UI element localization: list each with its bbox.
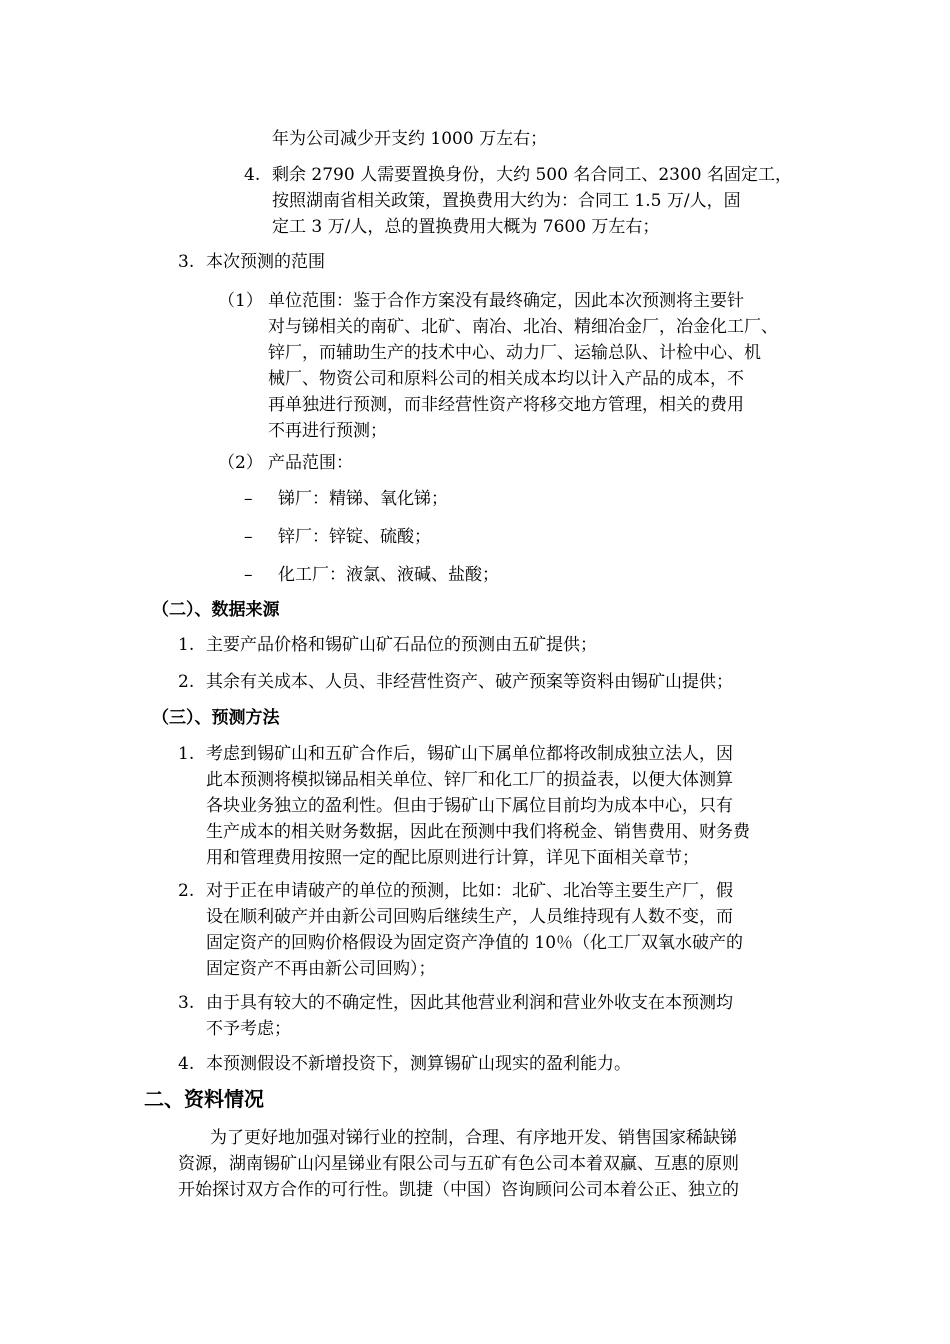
list-number: 1.	[178, 635, 195, 655]
paragraph-line: 各块业务独立的盈利性。但由于锡矿山下属位目前均为成本中心，只有	[206, 796, 733, 816]
paragraph-line: 设在顺利破产并由新公司回购后继续生产，人员维持现有人数不变，而	[206, 907, 733, 927]
product-text: 锌厂：锌锭、硫酸；	[278, 527, 431, 547]
scope-title: 产品范围：	[268, 453, 353, 473]
paragraph-line: 考虑到锡矿山和五矿合作后，锡矿山下属单位都将改制成独立法人，因	[206, 744, 733, 764]
list-number: 2.	[178, 881, 195, 901]
list-number: 1.	[178, 744, 195, 764]
paragraph-line: 为了更好地加强对锑行业的控制，合理、有序地开发、销售国家稀缺锑	[210, 1128, 737, 1148]
list-text: 其余有关成本、人员、非经营性资产、破产预案等资料由锡矿山提供；	[206, 672, 733, 692]
paragraph-line: 开始探讨双方合作的可行性。凯捷（中国）咨询顾问公司本着公正、独立的	[178, 1180, 739, 1200]
list-number: 3.	[178, 252, 195, 272]
paragraph-line: 由于具有较大的不确定性，因此其他营业利润和营业外收支在本预测均	[206, 993, 733, 1013]
dash-bullet: –	[244, 489, 253, 509]
paragraph-line: 剩余 2790 人需要置换身份，大约 500 名合同工、2300 名固定工，	[272, 165, 792, 185]
list-text: 主要产品价格和锡矿山矿石品位的预测由五矿提供；	[206, 635, 597, 655]
materials-paragraph	[178, 1125, 878, 1203]
dash-bullet: –	[244, 565, 253, 585]
list-number: 3.	[178, 993, 195, 1013]
paragraph-line: 生产成本的相关财务数据，因此在预测中我们将税金、销售费用、财务费	[206, 822, 750, 842]
paragraph-line: 单位范围：鉴于合作方案没有最终确定，因此本次预测将主要针	[268, 291, 744, 311]
list-number: 2.	[178, 672, 195, 692]
paragraph-line: 资源，湖南锡矿山闪星锑业有限公司与五矿有色公司本着双赢、互惠的原则	[178, 1154, 739, 1174]
paragraph-line: 定工 3 万/人，总的置换费用大概为 7600 万左右；	[272, 217, 660, 237]
paragraph-line: 械厂、物资公司和原料公司的相关成本均以计入产品的成本，不	[268, 369, 744, 389]
paragraph-line: 此本预测将模拟锑品相关单位、锌厂和化工厂的损益表，以便大体测算	[206, 770, 733, 790]
product-text: 锑厂：精锑、氧化锑；	[278, 489, 448, 509]
list-number: （1）	[218, 291, 263, 311]
paragraph-line: 对于正在申请破产的单位的预测，比如：北矿、北冶等主要生产厂，假	[206, 881, 733, 901]
paragraph-line: 不再进行预测；	[268, 421, 387, 441]
list-number: 4.	[244, 165, 261, 185]
paragraph-line: 用和管理费用按照一定的配比原则进行计算，详见下面相关章节；	[206, 848, 699, 868]
product-text: 化工厂：液氯、液碱、盐酸；	[278, 565, 499, 585]
paragraph-line: 年为公司减少开支约 1000 万左右；	[272, 129, 548, 149]
paragraph-line: 固定资产的回购价格假设为固定资产净值的 10％（化工厂双氧水破产的	[206, 933, 744, 953]
paragraph-line: 对与锑相关的南矿、北矿、南冶、北冶、精细冶金厂，冶金化工厂、	[268, 317, 778, 337]
paragraph-line: 不予考虑；	[206, 1019, 291, 1039]
list-number: 4.	[178, 1054, 195, 1074]
list-number: （2）	[218, 453, 263, 473]
paragraph-line: 本预测假设不新增投资下，测算锡矿山现实的盈利能力。	[206, 1054, 631, 1074]
subsection-heading: （三）、预测方法	[152, 708, 280, 728]
paragraph-line: 再单独进行预测，而非经营性资产将移交地方管理，相关的费用	[268, 395, 744, 415]
paragraph-line: 锌厂，而辅助生产的技术中心、动力厂、运输总队、计检中心、机	[268, 343, 761, 363]
subsection-heading: （二）、数据来源	[152, 600, 280, 620]
paragraph-line: 固定资产不再由新公司回购）；	[206, 959, 436, 979]
paragraph-line: 按照湖南省相关政策，置换费用大约为：合同工 1.5 万/人，固	[272, 191, 741, 211]
continuation-line	[272, 126, 547, 152]
section-title: 本次预测的范围	[206, 252, 325, 272]
dash-bullet: –	[244, 527, 253, 547]
section-heading: 二、资料情况	[144, 1087, 264, 1111]
